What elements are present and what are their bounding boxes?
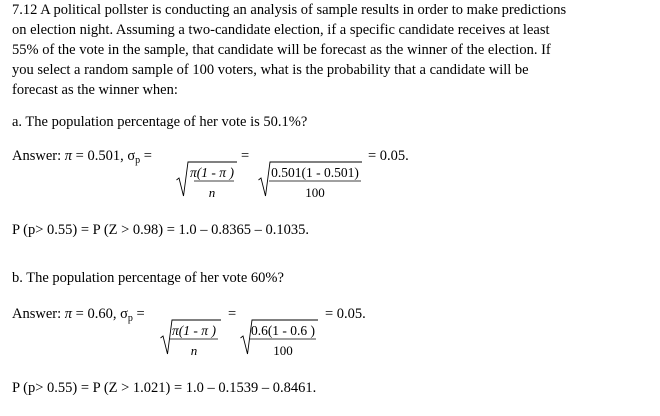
answer-label: Answer:	[12, 148, 65, 164]
part-b-probability: P (p> 0.55) = P (Z > 1.021) = 1.0 – 0.1539 – 0.8461.	[12, 380, 317, 396]
fraction-numerator: π(1 - π )	[172, 323, 216, 338]
problem-line: you select a random sample of 100 voters, what is the probability that a candidate will be	[12, 62, 529, 78]
part-a-question: a. The population percentage of her vote is 50.1%?	[12, 114, 308, 130]
sigma-subscript: p	[127, 313, 133, 324]
fraction-denominator: n	[208, 185, 216, 200]
fraction-denominator: 100	[305, 185, 325, 200]
result-value: = 0.05.	[368, 148, 409, 164]
fraction-numerator: 0.501(1 - 0.501)	[271, 165, 359, 180]
sigma-subscript: p	[135, 155, 141, 166]
problem-line: 55% of the vote in the sample, that candidate will be forecast as the winner of the election. If	[12, 42, 551, 58]
equals-sign: =	[140, 148, 152, 164]
equals-sign: =	[228, 306, 237, 322]
problem-line: on election night. Assuming a two-candidate election, if a specific candidate receives at least	[12, 22, 550, 38]
equals-sign: =	[241, 148, 250, 164]
problem-statement	[12, 0, 612, 100]
pi-symbol: π	[64, 306, 73, 322]
equals-sign: =	[132, 306, 145, 322]
part-b-question: b. The population percentage of her vote 60%?	[12, 270, 284, 286]
pi-symbol: π	[64, 148, 73, 164]
sigma-symbol: σ	[120, 306, 128, 322]
formula-sqrt-fraction	[176, 158, 238, 200]
part-b-answer-line	[12, 304, 145, 329]
pi-value: = 0.60,	[72, 306, 121, 322]
pi-value: = 0.501,	[72, 148, 128, 164]
part-a-answer-line	[12, 146, 152, 171]
fraction-numerator: π(1 - π )	[190, 165, 234, 180]
part-a-probability: P (p> 0.55) = P (Z > 0.98) = 1.0 – 0.8365 – 0.1035.	[12, 222, 310, 238]
value-sqrt-fraction	[258, 158, 364, 200]
value-sqrt-fraction	[240, 316, 320, 358]
result-value: = 0.05.	[325, 306, 366, 322]
problem-line: 7.12 A political pollster is conducting an analysis of sample results in order to make predictions	[12, 2, 567, 18]
answer-label: Answer:	[12, 306, 65, 322]
fraction-numerator: 0.6(1 - 0.6 )	[250, 323, 316, 338]
problem-line: forecast as the winner when:	[12, 82, 178, 98]
fraction-denominator: 100	[273, 343, 293, 358]
formula-sqrt-fraction	[160, 316, 222, 358]
sigma-symbol: σ	[127, 148, 136, 164]
fraction-denominator: n	[190, 343, 198, 358]
